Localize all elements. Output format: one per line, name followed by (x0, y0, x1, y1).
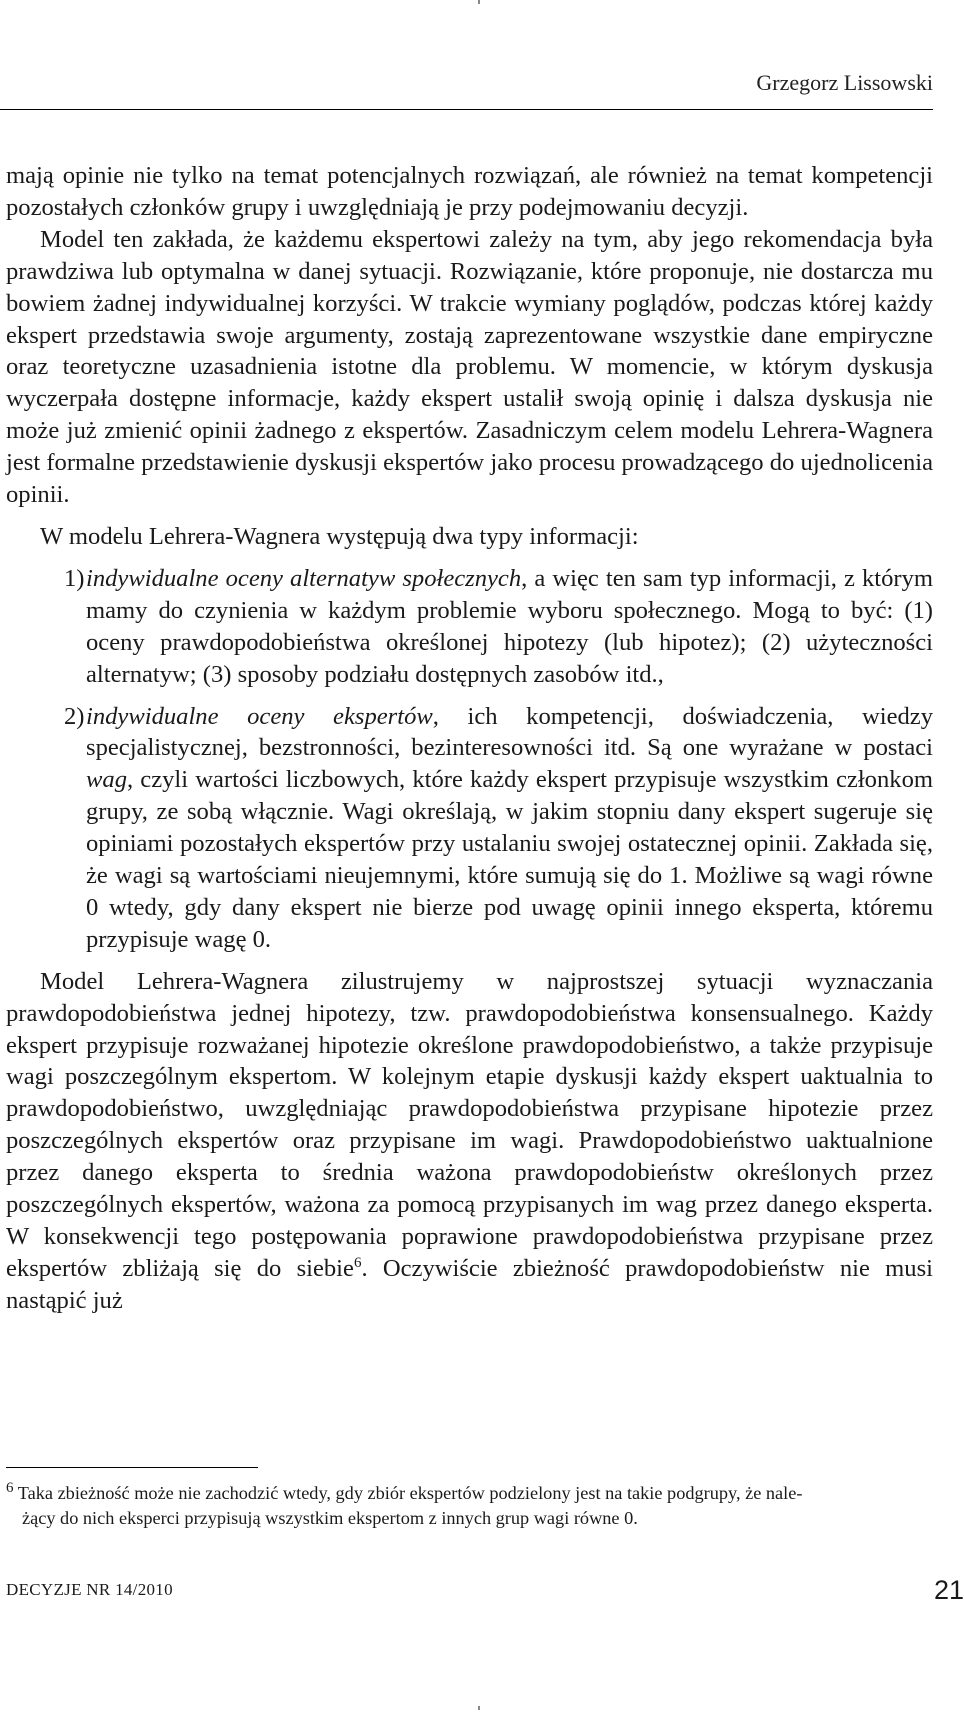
list-item-text: , ich kompetencji, doświadczenia, wiedzy specjalistycznej, bezstronności, bezinteresowności itd. Są one wyrażane w postaci (86, 702, 934, 762)
paragraph-illustration (6, 966, 933, 1317)
header-rule (0, 109, 933, 110)
footnote-reference: 6 (353, 1254, 362, 1271)
list-item-term: indywidualne oceny alternatyw społecznych (86, 564, 522, 592)
journal-issue: DECYZJE NR 14/2010 (6, 1580, 173, 1599)
list-item-2 (6, 701, 933, 956)
top-crop-mark (478, 0, 480, 4)
list-item-number: 1) (64, 564, 85, 592)
bottom-crop-mark (478, 1706, 480, 1710)
paragraph-text: Model Lehrera-Wagnera zilustrujemy w najprostszej sytuacji wyznaczania prawdopodobieństwa jednej hipotezy, tzw. prawdopodobieństwa konsensualnego. Każdy ekspert przypisuje rozważanej hipotezie określone prawdopodobieństwo, a także przypisuje wagi poszczególnym ekspertom. W kolejnym etapie dyskusji każdy ekspert uaktualnia to prawdopodobieństwo, uwzględniając prawdopodobieństwa przypisane hipotezie przez poszczególnych ekspertów oraz przypisane im wagi. Prawdopodobieństwo uaktualnione przez danego eksperta to średnia ważona prawdopodobieństw określonych przez poszczególnych ekspertów, ważona za pomocą przypisanych im wag przez danego eksperta. W konsekwencji tego postępowania poprawione prawdopodobieństwa przypisane przez ekspertów zbliżają się do siebie (6, 967, 933, 1282)
list-item-text: , a więc ten sam typ informacji, z którym mamy do czynienia w każdym problemie wyboru społecznego. Mogą to być: (1) oceny prawdopodobieństwa określonej hipotezy (lub hipotez); (2) użyteczności alternatyw; (3) sposoby podziału dostępnych zasobów itd., (86, 564, 933, 688)
list-item-number: 2) (64, 702, 85, 730)
footnote-line: żący do nich eksperci przypisują wszystkim ekspertom z innych grup wagi równe 0. (22, 1508, 638, 1528)
list-item-text: , czyli wartości liczbowych, które każdy ekspert przypisuje wszystkim członkom grupy, ze sobą włącznie. Wagi określają, w jakim stopniu dany ekspert sugeruje się opiniami pozostałych ekspertów przy ustalaniu swojej ostatecznej opinii. Zakłada się, że wagi są wartościami nieujemnymi, które sumują się do 1. Możliwe są wagi równe 0 wtedy, gdy dany ekspert nie bierze pod uwagę opinii innego eksperta, któremu przypisuje wagę 0. (86, 766, 933, 953)
main-text (6, 160, 933, 1317)
list-item-1 (6, 563, 933, 691)
footnote-rule (6, 1467, 258, 1468)
footnote-line (6, 1481, 933, 1506)
running-header-author: Grzegorz Lissowski (756, 70, 933, 95)
footnote (6, 1481, 933, 1531)
paragraph-text: . Oczywiście zbieżność prawdopodobieństw nie musi nastąpić już (6, 1254, 933, 1314)
list-item-term: indywidualne oceny ekspertów (86, 702, 433, 730)
paragraph-model-assumptions: Model ten zakłada, że każdemu ekspertowi zależy na tym, aby jego rekomendacja była prawdziwa lub optymalna w danej sytuacji. Rozwiązanie, które proponuje, nie dostarcza mu bowiem żadnej indywidualnej korzyści. W trakcie wymiany poglądów, podczas której każdy ekspert przedstawia swoje argumenty, zostają zaprezentowane wszystkie dane empiryczne oraz teoretyczne uzasadnienia istotne dla problemu. W momencie, w którym dyskusja wyczerpała dostępne informacje, każdy ekspert ustalił swoją opinię i dalsza dyskusja nie może już zmienić opinii żadnego z ekspertów. Zasadniczym celem modelu Lehrera-Wagnera jest formalne przedstawienie dyskusji ekspertów jako procesu prowadzącego do ujednolicenia opinii. (6, 225, 933, 509)
page-number: 21 (934, 1575, 964, 1605)
footnote-mark: 6 (6, 1479, 14, 1496)
paragraph-continued: mają opinie nie tylko na temat potencjalnych rozwiązań, ale również na temat kompetencji pozostałych członków grupy i uwzględniają je przy podejmowaniu decyzji. (6, 162, 933, 221)
list-item-term-wag: wag (86, 766, 127, 794)
paragraph-information-types: W modelu Lehrera-Wagnera występują dwa typy informacji: (40, 522, 639, 550)
footnote-text: Taka zbieżność może nie zachodzić wtedy, gdy zbiór ekspertów podzielony jest na takie podgrupy, że nale- (13, 1483, 803, 1503)
